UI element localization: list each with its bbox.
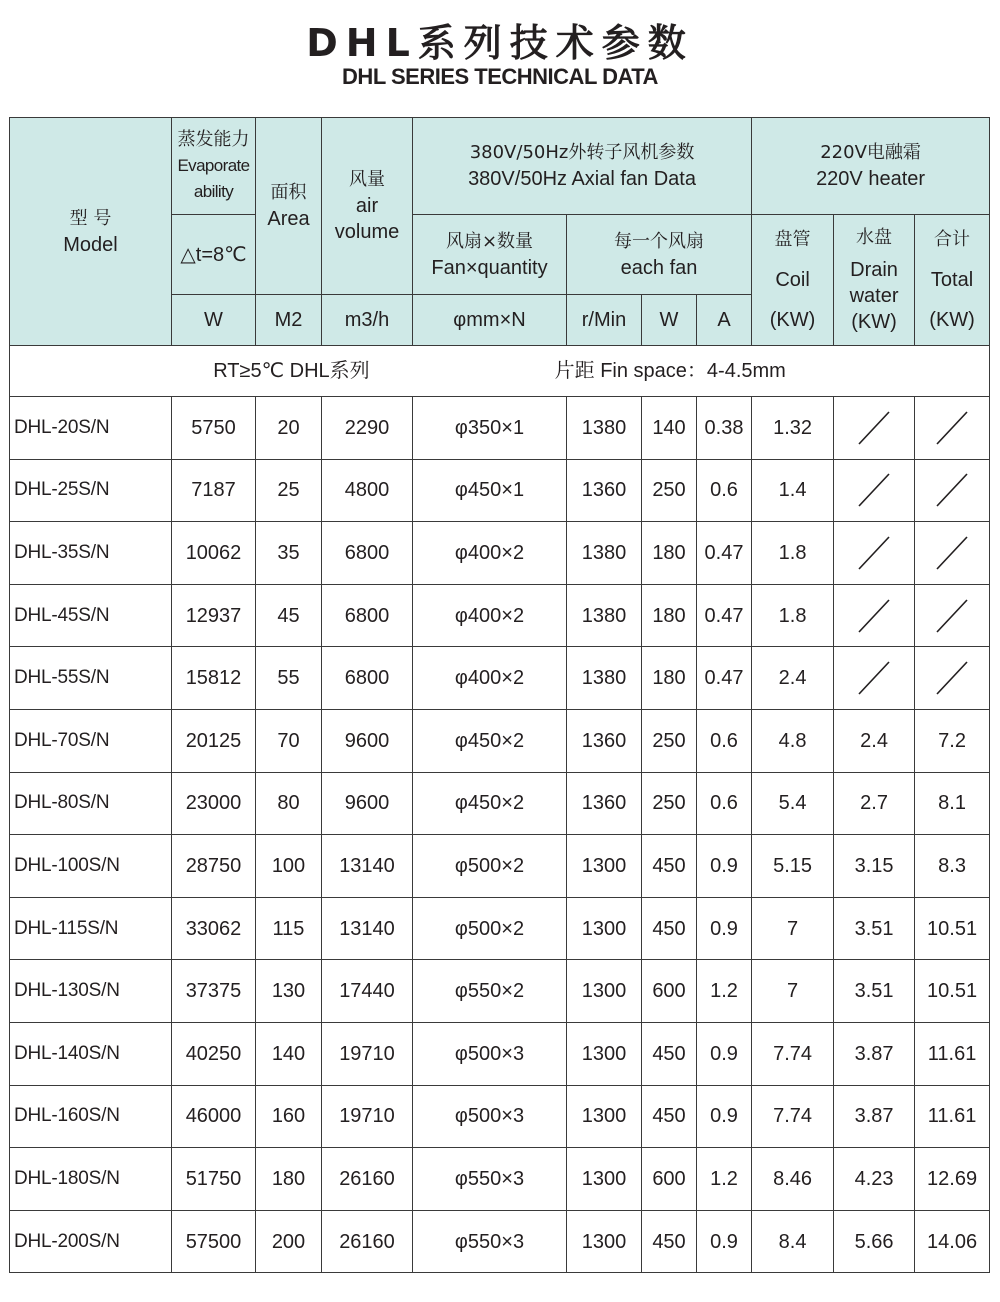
cell-drain: 3.51 (834, 960, 915, 1023)
cell-coil: 7 (752, 960, 834, 1023)
cell-model: DHL-55S/N (10, 647, 172, 710)
cell-air: 6800 (322, 584, 413, 647)
cell-fan: φ550×3 (413, 1210, 567, 1273)
cell-area: 70 (256, 709, 322, 772)
table-row (10, 1022, 990, 1085)
header-drain-water: 水盘 Drain water (KW) (834, 215, 915, 346)
header-fan-data: 380V/50Hz外转子风机参数 380V/50Hz Axial fan Data (413, 118, 752, 215)
table-row (10, 459, 990, 522)
cell-w: 37375 (172, 960, 256, 1023)
cell-watt: 450 (642, 1085, 697, 1148)
cell-model: DHL-160S/N (10, 1085, 172, 1148)
cell-fan: φ550×3 (413, 1148, 567, 1211)
cell-total (915, 584, 990, 647)
cell-fan: φ500×3 (413, 1022, 567, 1085)
cell-rpm: 1300 (567, 1085, 642, 1148)
table-row (10, 960, 990, 1023)
cell-w: 28750 (172, 835, 256, 898)
cell-amp: 0.6 (697, 459, 752, 522)
cell-rpm: 1380 (567, 584, 642, 647)
cell-watt: 250 (642, 709, 697, 772)
cell-watt: 180 (642, 522, 697, 585)
cell-amp: 1.2 (697, 960, 752, 1023)
cell-area: 200 (256, 1210, 322, 1273)
header-area: 面积 Area (256, 118, 322, 295)
cell-fan: φ400×2 (413, 647, 567, 710)
cell-air: 4800 (322, 459, 413, 522)
section-label-cell (10, 346, 990, 397)
cell-area: 160 (256, 1085, 322, 1148)
cell-drain (834, 584, 915, 647)
section-label: RT≥5℃ DHL系列 (213, 360, 370, 382)
cell-area: 80 (256, 772, 322, 835)
header-air-volume: 风量 air volume (322, 118, 413, 295)
cell-drain: 2.7 (834, 772, 915, 835)
page-subtitle: DHL SERIES TECHNICAL DATA (342, 64, 658, 89)
cell-total (915, 397, 990, 460)
header-row-1 (10, 118, 990, 215)
cell-fan: φ350×1 (413, 397, 567, 460)
header-delta-t: △t=8℃ (172, 215, 256, 295)
slash-mark (856, 472, 892, 508)
cell-total: 11.61 (915, 1085, 990, 1148)
cell-rpm: 1360 (567, 709, 642, 772)
cell-fan: φ500×3 (413, 1085, 567, 1148)
table-row (10, 835, 990, 898)
cell-model: DHL-25S/N (10, 459, 172, 522)
table-row (10, 709, 990, 772)
cell-area: 115 (256, 897, 322, 960)
cell-amp: 0.6 (697, 709, 752, 772)
cell-area: 55 (256, 647, 322, 710)
cell-rpm: 1360 (567, 459, 642, 522)
cell-coil: 1.4 (752, 459, 834, 522)
cell-total: 14.06 (915, 1210, 990, 1273)
table-body (10, 397, 990, 1273)
cell-rpm: 1300 (567, 1210, 642, 1273)
cell-rpm: 1300 (567, 897, 642, 960)
cell-drain (834, 647, 915, 710)
unit-w: W (172, 295, 256, 346)
cell-area: 25 (256, 459, 322, 522)
cell-drain: 3.51 (834, 897, 915, 960)
table-row (10, 584, 990, 647)
cell-area: 130 (256, 960, 322, 1023)
cell-air: 19710 (322, 1022, 413, 1085)
cell-coil: 8.46 (752, 1148, 834, 1211)
cell-fan: φ450×2 (413, 709, 567, 772)
unit-watt: W (642, 295, 697, 346)
cell-watt: 250 (642, 772, 697, 835)
cell-air: 19710 (322, 1085, 413, 1148)
cell-w: 33062 (172, 897, 256, 960)
cell-w: 10062 (172, 522, 256, 585)
cell-w: 23000 (172, 772, 256, 835)
cell-air: 26160 (322, 1148, 413, 1211)
cell-total: 10.51 (915, 897, 990, 960)
cell-area: 100 (256, 835, 322, 898)
table-row (10, 772, 990, 835)
slash-mark (856, 535, 892, 571)
slash-mark (856, 598, 892, 634)
cell-drain (834, 522, 915, 585)
table-row (10, 647, 990, 710)
unit-phi: φmm×N (413, 295, 567, 346)
cell-total (915, 522, 990, 585)
cell-w: 51750 (172, 1148, 256, 1211)
cell-drain: 3.15 (834, 835, 915, 898)
section-row (10, 346, 990, 397)
cell-coil: 7.74 (752, 1085, 834, 1148)
cell-model: DHL-140S/N (10, 1022, 172, 1085)
cell-watt: 140 (642, 397, 697, 460)
header-evaporate-ability: 蒸发能力 Evaporate ability (172, 118, 256, 215)
header-model: 型 号 Model (10, 118, 172, 346)
cell-total: 10.51 (915, 960, 990, 1023)
cell-total: 8.1 (915, 772, 990, 835)
cell-watt: 450 (642, 1022, 697, 1085)
cell-w: 7187 (172, 459, 256, 522)
cell-drain (834, 459, 915, 522)
cell-w: 57500 (172, 1210, 256, 1273)
cell-coil: 7.74 (752, 1022, 834, 1085)
cell-total: 11.61 (915, 1022, 990, 1085)
cell-total (915, 647, 990, 710)
cell-watt: 180 (642, 584, 697, 647)
cell-air: 9600 (322, 709, 413, 772)
cell-coil: 8.4 (752, 1210, 834, 1273)
cell-rpm: 1360 (567, 772, 642, 835)
cell-fan: φ450×2 (413, 772, 567, 835)
unit-m3h: m3/h (322, 295, 413, 346)
cell-watt: 450 (642, 835, 697, 898)
header-heater: 220V电融霜 220V heater (752, 118, 990, 215)
cell-fan: φ500×2 (413, 835, 567, 898)
header-fan-quantity: 风扇×数量 Fan×quantity (413, 215, 567, 295)
cell-fan: φ400×2 (413, 522, 567, 585)
cell-amp: 0.47 (697, 522, 752, 585)
cell-amp: 0.47 (697, 584, 752, 647)
cell-watt: 180 (642, 647, 697, 710)
cell-watt: 450 (642, 897, 697, 960)
unit-m2: M2 (256, 295, 322, 346)
slash-mark (934, 535, 970, 571)
slash-mark (934, 472, 970, 508)
cell-air: 6800 (322, 522, 413, 585)
cell-coil: 5.4 (752, 772, 834, 835)
cell-fan: φ450×1 (413, 459, 567, 522)
header-coil: 盘管 Coil (KW) (752, 215, 834, 346)
table-row (10, 1148, 990, 1211)
slash-mark (856, 410, 892, 446)
cell-amp: 0.9 (697, 897, 752, 960)
cell-drain: 3.87 (834, 1022, 915, 1085)
cell-model: DHL-80S/N (10, 772, 172, 835)
cell-area: 20 (256, 397, 322, 460)
slash-mark (934, 660, 970, 696)
cell-coil: 4.8 (752, 709, 834, 772)
cell-coil: 1.32 (752, 397, 834, 460)
cell-rpm: 1300 (567, 1148, 642, 1211)
cell-watt: 450 (642, 1210, 697, 1273)
cell-rpm: 1300 (567, 1022, 642, 1085)
page-title: DHL系列技术参数 (306, 21, 694, 65)
cell-area: 45 (256, 584, 322, 647)
cell-w: 46000 (172, 1085, 256, 1148)
cell-w: 20125 (172, 709, 256, 772)
cell-air: 6800 (322, 647, 413, 710)
table-row (10, 522, 990, 585)
cell-model: DHL-115S/N (10, 897, 172, 960)
cell-amp: 0.9 (697, 1210, 752, 1273)
unit-amp: A (697, 295, 752, 346)
cell-model: DHL-130S/N (10, 960, 172, 1023)
cell-model: DHL-100S/N (10, 835, 172, 898)
cell-rpm: 1300 (567, 835, 642, 898)
cell-w: 15812 (172, 647, 256, 710)
cell-air: 2290 (322, 397, 413, 460)
cell-total: 7.2 (915, 709, 990, 772)
cell-coil: 1.8 (752, 522, 834, 585)
cell-air: 26160 (322, 1210, 413, 1273)
cell-w: 5750 (172, 397, 256, 460)
cell-fan: φ500×2 (413, 897, 567, 960)
technical-data-table (9, 117, 990, 1273)
cell-amp: 0.47 (697, 647, 752, 710)
fin-space: 片距 Fin space：4-4.5mm (554, 360, 786, 382)
cell-amp: 0.9 (697, 1022, 752, 1085)
slash-mark (856, 660, 892, 696)
cell-model: DHL-20S/N (10, 397, 172, 460)
cell-area: 140 (256, 1022, 322, 1085)
header-each-fan: 每一个风扇 each fan (567, 215, 752, 295)
cell-amp: 0.9 (697, 835, 752, 898)
cell-air: 13140 (322, 835, 413, 898)
cell-model: DHL-200S/N (10, 1210, 172, 1273)
cell-rpm: 1300 (567, 960, 642, 1023)
cell-rpm: 1380 (567, 522, 642, 585)
unit-rmin: r/Min (567, 295, 642, 346)
cell-drain: 4.23 (834, 1148, 915, 1211)
cell-drain (834, 397, 915, 460)
cell-amp: 0.6 (697, 772, 752, 835)
cell-air: 17440 (322, 960, 413, 1023)
table-row (10, 897, 990, 960)
cell-amp: 0.9 (697, 1085, 752, 1148)
cell-watt: 250 (642, 459, 697, 522)
cell-coil: 5.15 (752, 835, 834, 898)
table-row (10, 1210, 990, 1273)
cell-coil: 7 (752, 897, 834, 960)
cell-model: DHL-35S/N (10, 522, 172, 585)
cell-total: 8.3 (915, 835, 990, 898)
cell-drain: 3.87 (834, 1085, 915, 1148)
cell-coil: 1.8 (752, 584, 834, 647)
cell-w: 40250 (172, 1022, 256, 1085)
slash-mark (934, 598, 970, 634)
table-row (10, 397, 990, 460)
cell-fan: φ550×2 (413, 960, 567, 1023)
cell-rpm: 1380 (567, 397, 642, 460)
cell-total: 12.69 (915, 1148, 990, 1211)
cell-area: 35 (256, 522, 322, 585)
cell-fan: φ400×2 (413, 584, 567, 647)
cell-model: DHL-70S/N (10, 709, 172, 772)
cell-model: DHL-180S/N (10, 1148, 172, 1211)
cell-drain: 2.4 (834, 709, 915, 772)
cell-model: DHL-45S/N (10, 584, 172, 647)
header-total: 合计 Total (KW) (915, 215, 990, 346)
cell-air: 13140 (322, 897, 413, 960)
cell-rpm: 1380 (567, 647, 642, 710)
cell-amp: 1.2 (697, 1148, 752, 1211)
cell-amp: 0.38 (697, 397, 752, 460)
table-row (10, 1085, 990, 1148)
cell-air: 9600 (322, 772, 413, 835)
cell-area: 180 (256, 1148, 322, 1211)
cell-total (915, 459, 990, 522)
cell-coil: 2.4 (752, 647, 834, 710)
cell-w: 12937 (172, 584, 256, 647)
slash-mark (934, 410, 970, 446)
cell-drain: 5.66 (834, 1210, 915, 1273)
cell-watt: 600 (642, 1148, 697, 1211)
cell-watt: 600 (642, 960, 697, 1023)
